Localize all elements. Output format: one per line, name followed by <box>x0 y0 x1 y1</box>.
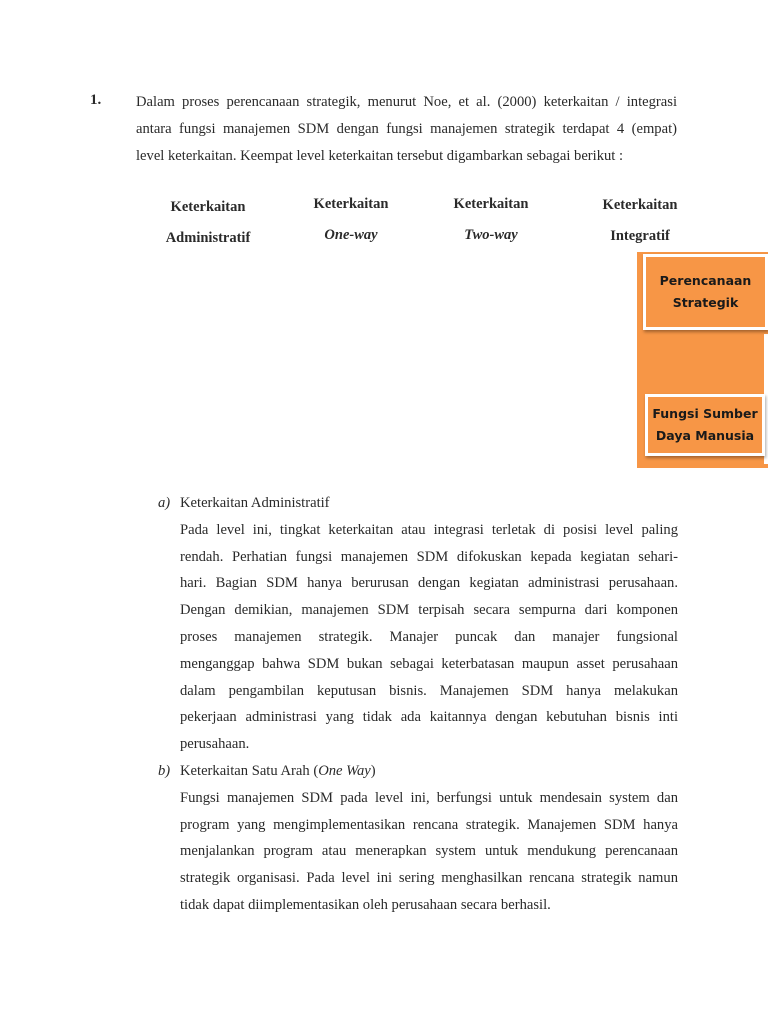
item-number: 1. <box>90 92 102 108</box>
diagram-base-line <box>637 468 768 472</box>
level-label-line1: Keterkaitan <box>313 196 389 212</box>
strategic-planning-box <box>643 254 768 330</box>
level-integratif <box>570 190 710 252</box>
box-line: Perencanaan <box>659 273 752 288</box>
intro-paragraph <box>136 89 677 170</box>
level-label-line2: Integratif <box>610 228 670 244</box>
body-line: program yang mengimplementasikan rencana strategik. Manajemen SDM hanya <box>180 816 678 833</box>
body-line: Fungsi manajemen SDM pada level ini, berfungsi untuk mendesain system dan <box>180 789 678 806</box>
level-label-line1: Keterkaitan <box>170 199 246 215</box>
section-b <box>158 758 678 919</box>
box-line: Strategik <box>672 295 739 310</box>
section-title: Keterkaitan Administratif <box>180 495 330 511</box>
box-line: Daya Manusia <box>655 428 755 443</box>
body-line: tidak dapat diimplementasikan oleh perusahaan secara berhasil. <box>180 896 551 913</box>
body-line: perusahaan. <box>180 736 250 753</box>
integration-diagram <box>637 252 768 472</box>
box-line: Fungsi Sumber <box>652 406 758 421</box>
section-body <box>180 517 678 758</box>
body-line: pekerjaan administrasi yang tidak ada kaitannya dengan kebutuhan bisnis inti <box>180 709 678 726</box>
intro-line: antara fungsi manajemen SDM dengan fungsi manajemen strategik terdapat 4 (empat) <box>136 121 677 137</box>
level-administratif <box>138 192 278 254</box>
level-label-line2: Two-way <box>464 227 518 243</box>
level-two-way <box>421 189 561 251</box>
level-label-line1: Keterkaitan <box>453 196 529 212</box>
body-line: rendah. Perhatian fungsi manajemen SDM difokuskan kepada kegiatan sehari- <box>180 548 678 565</box>
hr-function-box <box>645 394 765 456</box>
section-marker: a) <box>158 495 171 511</box>
body-line: proses manajemen strategik. Manajer puncak dan manajer fungsional <box>180 628 678 645</box>
body-line: strategik organisasi. Pada level ini sering menghasilkan rencana strategik namun <box>180 870 678 887</box>
section-a <box>158 490 678 758</box>
intro-line: level keterkaitan. Keempat level keterkaitan tersebut digambarkan sebagai berikut : <box>136 148 624 164</box>
section-title: Keterkaitan Satu Arah (One Way) <box>180 763 376 779</box>
body-line: dalam pengambilan keputusan bisnis. Manajemen SDM hanya melakukan <box>180 682 678 699</box>
level-label-line1: Keterkaitan <box>602 197 678 213</box>
level-one-way <box>281 189 421 251</box>
section-body <box>180 785 678 919</box>
body-line: menjalankan program atau menerapkan system untuk mendukung perencanaan <box>180 843 678 860</box>
intro-line: Dalam proses perencanaan strategik, menurut Noe, et al. (2000) keterkaitan / integrasi <box>136 94 677 110</box>
level-label-line2: Administratif <box>165 230 251 246</box>
body-line: Dengan demikian, manajemen SDM terpisah secara sempurna dari komponen <box>180 602 678 619</box>
body-line: menganggap bahwa SDM bukan sebagai keterbatasan maupun asset perusahaan <box>180 655 678 672</box>
body-line: Pada level ini, tingkat keterkaitan atau integrasi terletak di posisi level paling <box>180 521 678 538</box>
level-label-line2: One-way <box>324 227 378 243</box>
body-line: hari. Bagian SDM hanya berurusan dengan kegiatan administrasi perusahaan. <box>180 575 678 592</box>
section-marker: b) <box>158 763 171 779</box>
